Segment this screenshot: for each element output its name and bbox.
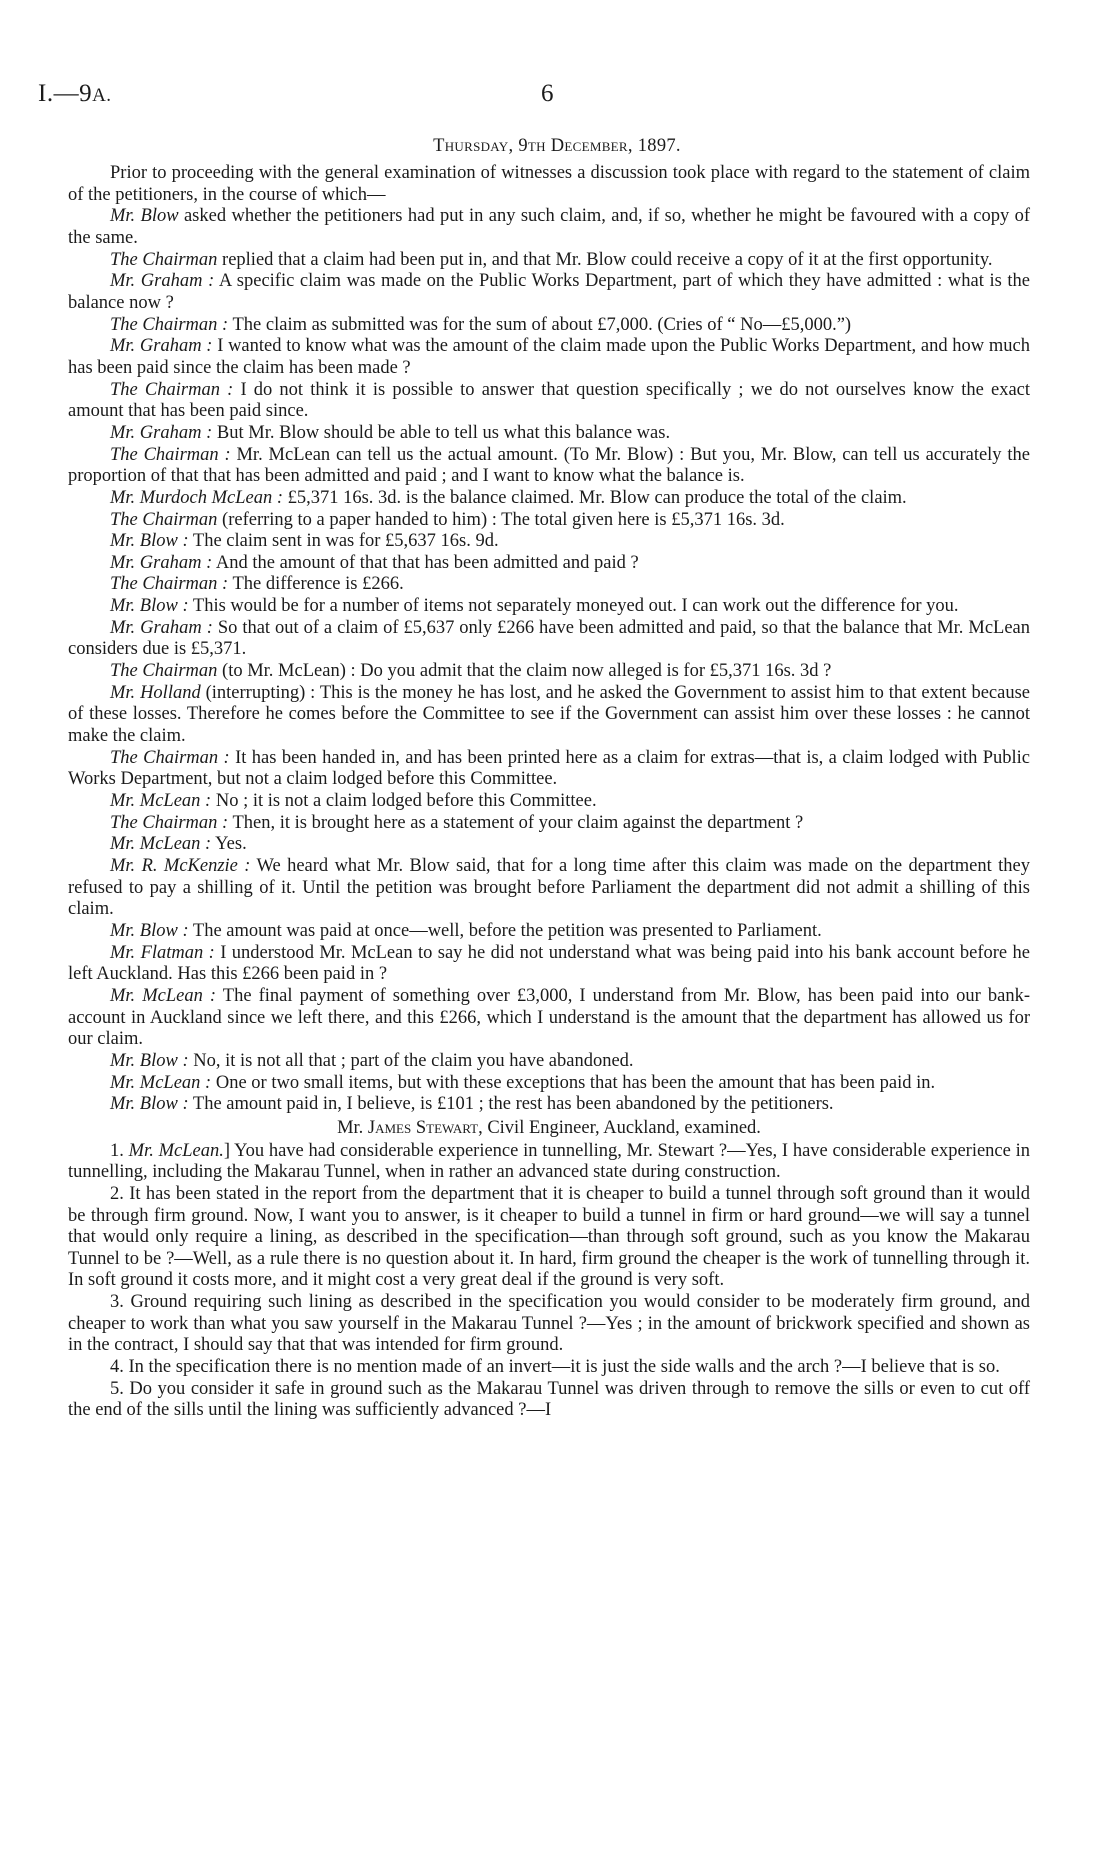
discussion-paragraph <box>68 574 1030 596</box>
discussion-paragraph <box>68 1073 1030 1095</box>
discussion-paragraph <box>68 748 1030 791</box>
discussion-paragraph <box>68 423 1030 445</box>
discussion-paragraph <box>68 1094 1030 1116</box>
witness-prefix: Mr. <box>337 1117 368 1138</box>
speaker-name: Mr. McLean : <box>110 1072 212 1093</box>
statement-text: replied that a claim had been put in, and that Mr. Blow could receive a copy of it at the first opportunity. <box>217 249 993 270</box>
speaker-name: Mr. Blow : <box>110 1094 189 1115</box>
statement-text: asked whether the petitioners had put in any such claim, and, if so, whether he might be favoured with a copy of the same. <box>68 206 1030 248</box>
statement-text: And the amount of that that has been admitted and paid ? <box>212 552 639 573</box>
discussion-paragraph <box>68 510 1030 532</box>
speaker-name: The Chairman : <box>110 379 234 400</box>
statement-text: I do not think it is possible to answer that question specifically ; we do not ourselves know the exact amount that has been paid since. <box>68 379 1031 422</box>
question-paragraph <box>68 1141 1030 1184</box>
discussion-paragraph <box>68 271 1030 314</box>
speaker-name: Mr. Blow : <box>110 531 189 552</box>
speaker-name: The Chairman <box>110 249 218 270</box>
discussion-paragraph <box>68 488 1030 510</box>
statement-text: I understood Mr. McLean to say he did not understand what was being paid into his bank account before he left Auckland. Has this £266 been paid in ? <box>68 942 1030 985</box>
statement-text: The claim as submitted was for the sum of about £7,000. (Cries of “ No—£5,000.”) <box>228 314 852 335</box>
speaker-name: The Chairman : <box>110 444 231 465</box>
examination-section <box>68 1141 1030 1423</box>
speaker-name: Mr. R. McKenzie : <box>110 856 251 876</box>
statement-text: Yes. <box>211 834 247 855</box>
statement-text: The difference is £266. <box>228 574 404 595</box>
discussion-paragraph <box>68 943 1030 986</box>
speaker-name: The Chairman : <box>110 314 229 335</box>
statement-text: 4. In the specification there is no mention made of an invert—it is just the side walls and the arch ?—I believe that is so. <box>110 1357 1000 1378</box>
discussion-paragraph <box>68 618 1030 661</box>
statement-text: £5,371 16s. 3d. is the balance claimed. Mr. Blow can produce the total of the claim. <box>282 487 907 508</box>
paper-reference <box>38 80 112 108</box>
statement-text: This would be for a number of items not separately moneyed out. I can work out the difference for you. <box>188 596 959 617</box>
question-paragraph <box>68 1184 1030 1292</box>
speaker-name: Mr. Flatman : <box>110 942 215 963</box>
discussion-paragraph <box>68 856 1030 921</box>
speaker-name: The Chairman <box>110 509 218 530</box>
speaker-name: Mr. Blow <box>110 206 179 227</box>
witness-description: , Civil Engineer, Auckland, examined. <box>478 1117 761 1138</box>
statement-text: A specific claim was made on the Public Works Department, part of which they have admitted : what is the balance now ? <box>68 271 1030 313</box>
discussion-section <box>68 163 1030 1116</box>
statement-text: The amount was paid at once—well, before the petition was presented to Parliament. <box>188 920 822 941</box>
question-paragraph <box>68 1379 1030 1422</box>
speaker-name: Mr. Blow : <box>110 596 189 617</box>
statement-text: The amount paid in, I believe, is £101 ; the rest has been abandoned by the petitioners. <box>188 1094 834 1115</box>
speaker-name: The Chairman : <box>110 747 230 768</box>
statement-text: We heard what Mr. Blow said, that for a long time after this claim was made on the department they refused to pay a shilling of it. Until the petition was brought before Parliament the department did not admit a shilling of this claim. <box>68 856 1030 920</box>
page-number: 6 <box>541 80 554 107</box>
speaker-name: Mr. Blow : <box>110 1050 189 1071</box>
statement-text: No, it is not all that ; part of the claim you have abandoned. <box>188 1050 634 1071</box>
paper-reference-suffix: A. <box>92 85 112 106</box>
statement-text: 3. Ground requiring such lining as described in the specification you would consider to be moderately firm ground, and cheaper to work than what you saw yourself in the Makarau Tunnel ?—Yes ; in the amount of brickwork specified and shown as in the contract, I should say that that was intended for firm ground. <box>68 1292 1030 1356</box>
statement-text: Mr. McLean can tell us the actual amount. (To Mr. Blow) : But you, Mr. Blow, can tell us accurately the proportion of that that has been admitted and paid ; and I want to know what the balance is. <box>68 444 1031 487</box>
witness-heading <box>68 1118 1030 1140</box>
statement-text: Then, it is brought here as a statement of your claim against the department ? <box>228 812 804 833</box>
statement-text: I wanted to know what was the amount of the claim made upon the Public Works Department, and how much has been paid since the claim has been made ? <box>68 336 1030 378</box>
statement-text: The final payment of something over £3,000, I understand from Mr. Blow, has been paid into our bank-account in Auckland since we left there, and this £266, which I understand is the amount that the department has allowed us for our claim. <box>68 985 1030 1050</box>
discussion-paragraph <box>68 661 1030 683</box>
discussion-paragraph <box>68 206 1030 249</box>
question-number: 1. <box>110 1140 129 1161</box>
speaker-name: The Chairman <box>110 661 218 682</box>
discussion-paragraph <box>68 791 1030 813</box>
speaker-name: Mr. McLean : <box>110 834 212 855</box>
statement-text: (interrupting) : This is the money he has lost, and he asked the Government to assist him to that extent because of these losses. Therefore he comes before the Committee to see if the Government can assist him over these losses : he cannot make the claim. <box>68 682 1030 747</box>
statement-text: Prior to proceeding with the general examination of witnesses a discussion took place with regard to the statement of claim of the petitioners, in the course of which— <box>68 163 1030 205</box>
speaker-name: Mr. Graham : <box>110 552 213 573</box>
statement-text: The claim sent in was for £5,637 16s. 9d. <box>188 531 499 552</box>
speaker-name: Mr. Graham : <box>110 271 215 292</box>
discussion-paragraph <box>68 250 1030 272</box>
speaker-name: Mr. McLean. <box>128 1140 224 1161</box>
statement-text: But Mr. Blow should be able to tell us what this balance was. <box>212 422 671 443</box>
question-paragraph <box>68 1292 1030 1357</box>
discussion-paragraph <box>68 683 1030 748</box>
statement-text: (referring to a paper handed to him) : The total given here is £5,371 16s. 3d. <box>217 509 785 530</box>
statement-text: It has been handed in, and has been printed here as a claim for extras—that is, a claim lodged with Public Works Department, but not a claim lodged before this Committee. <box>68 747 1031 790</box>
speaker-name: The Chairman : <box>110 574 229 595</box>
discussion-paragraph <box>68 986 1030 1051</box>
paper-reference-main: I.—9 <box>38 80 93 107</box>
witness-name: James Stewart <box>367 1117 479 1138</box>
discussion-paragraph <box>68 445 1030 488</box>
speaker-name: The Chairman : <box>110 812 229 833</box>
discussion-paragraph <box>68 163 1030 206</box>
statement-text: ] You have had considerable experience in tunnelling, Mr. Stewart ?—Yes, I have considerable experience in tunnelling, including the Makarau Tunnel, when in rather an advanced state during construction. <box>68 1140 1031 1183</box>
discussion-paragraph <box>68 336 1030 379</box>
discussion-paragraph <box>68 531 1030 553</box>
statement-text: (to Mr. McLean) : Do you admit that the claim now alleged is for £5,371 16s. 3d ? <box>217 661 832 682</box>
speaker-name: Mr. Blow : <box>110 920 189 941</box>
speaker-name: Mr. Holland <box>110 682 201 703</box>
statement-text: 2. It has been stated in the report from the department that it is cheaper to build a tunnel through soft ground than it would be through firm ground. Now, I want you to answer, is it cheaper to build a tunnel in firm or hard ground—we will say a tunnel that would only require a lining, as described in the specification—than through soft ground, such as you know the Makarau Tunnel to be ?—Well, as a rule there is no question about it. In hard, firm ground the cheaper is the work of tunnelling through it. In soft ground it costs more, and it might cost a very great deal if the ground is very soft. <box>68 1183 1030 1291</box>
discussion-paragraph <box>68 834 1030 856</box>
minutes-body <box>68 163 1030 1422</box>
speaker-name: Mr. Murdoch McLean : <box>110 487 283 508</box>
discussion-paragraph <box>68 1051 1030 1073</box>
discussion-paragraph <box>68 921 1030 943</box>
discussion-paragraph <box>68 553 1030 575</box>
speaker-name: Mr. McLean : <box>110 791 212 812</box>
speaker-name: Mr. Graham : <box>110 336 213 357</box>
speaker-name: Mr. Graham : <box>110 422 213 443</box>
discussion-paragraph <box>68 596 1030 618</box>
discussion-paragraph <box>68 380 1030 423</box>
statement-text: One or two small items, but with these exceptions that has been the amount that has been paid in. <box>211 1072 936 1093</box>
speaker-name: Mr. McLean : <box>110 985 217 1006</box>
sitting-date: Thursday, 9th December, 1897. <box>433 136 681 156</box>
statement-text: No ; it is not a claim lodged before this Committee. <box>211 791 597 812</box>
discussion-paragraph <box>68 813 1030 835</box>
discussion-paragraph <box>68 315 1030 337</box>
question-paragraph <box>68 1357 1030 1379</box>
statement-text: 5. Do you consider it safe in ground such as the Makarau Tunnel was driven through to remove the sills or even to cut off the end of the sills until the lining was sufficiently advanced ?—I <box>68 1378 1030 1421</box>
speaker-name: Mr. Graham : <box>110 617 213 638</box>
statement-text: So that out of a claim of £5,637 only £266 have been admitted and paid, so that the balance that Mr. McLean considers due is £5,371. <box>68 617 1030 660</box>
